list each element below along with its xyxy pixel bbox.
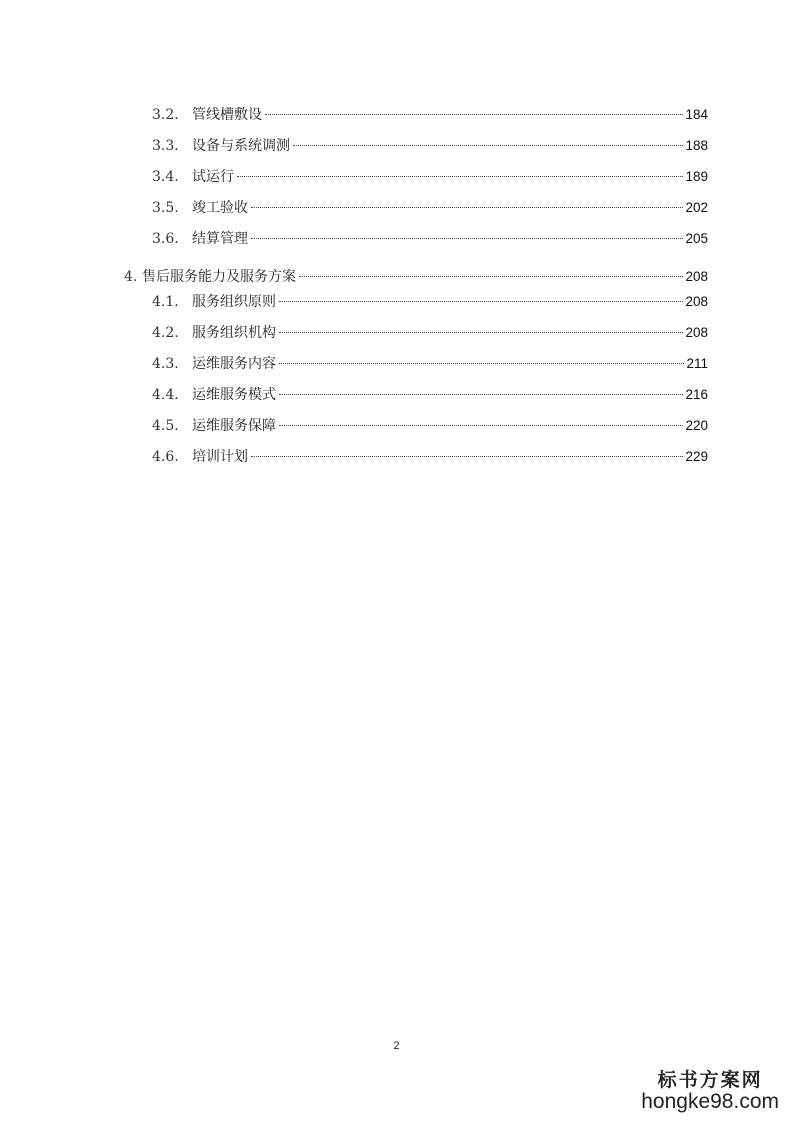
toc-entry-title: 服务组织原则 [192,294,276,310]
toc-entry-page: 184 [685,107,708,122]
dot-leader [265,113,683,115]
toc-entry-number: 3.4. [152,169,179,185]
toc-entry-title: 结算管理 [192,231,248,247]
toc-entry-page: 229 [685,449,708,464]
toc-entry-title: 运维服务内容 [192,356,276,372]
page-number: 2 [393,1040,400,1052]
toc-chapter-entry[interactable] [124,266,708,288]
toc-entry[interactable] [152,384,708,406]
toc-entry-title: 运维服务保障 [192,418,276,434]
toc-entry-number: 4.1. [152,294,179,310]
toc-entry-page: 189 [685,169,708,184]
dot-leader [251,237,683,239]
toc-entry-page: 188 [685,138,708,153]
watermark-chinese-text: 标书方案网 [657,1069,763,1091]
watermark-logo [641,1065,779,1114]
watermark-url-text: hongke98.com [641,1090,779,1113]
toc-entry[interactable] [152,166,708,188]
dot-leader [293,144,683,146]
toc-entry-page: 202 [685,200,708,215]
toc-entry-number: 4.4. [152,387,179,403]
toc-entry-page: 211 [686,356,708,371]
toc-entry-page: 208 [685,294,708,309]
toc-entry-number: 4.5. [152,418,179,434]
toc-entry-title: 培训计划 [192,449,248,465]
toc-entry[interactable] [152,228,708,250]
toc-entry-page: 205 [685,231,708,246]
toc-entry-title: 竣工验收 [192,200,248,216]
dot-leader [279,424,683,426]
toc-entry-number: 3.2. [152,107,179,123]
dot-leader [299,275,683,277]
dot-leader [279,362,684,364]
toc-entry[interactable] [152,446,708,468]
dot-leader [279,393,683,395]
toc-entry[interactable] [152,104,708,126]
toc-entry-number: 4.2. [152,325,179,341]
toc-entry[interactable] [152,197,708,219]
toc-entry-number: 4.6. [152,449,179,465]
toc-entry[interactable] [152,322,708,344]
toc-entry-number: 3.6. [152,231,179,247]
toc-entry-page: 220 [685,418,708,433]
toc-entry-page: 208 [685,269,708,284]
toc-entry-number: 3.5. [152,200,179,216]
toc-entry[interactable] [152,415,708,437]
toc-entry[interactable] [152,353,708,375]
toc-entry-page: 216 [685,387,708,402]
toc-entry-number: 4.3. [152,356,179,372]
toc-entry[interactable] [152,135,708,157]
toc-entry-number: 3.3. [152,138,179,154]
dot-leader [279,300,683,302]
toc-entry-page: 208 [685,325,708,340]
dot-leader [251,206,683,208]
toc-entry-title: 设备与系统调测 [192,138,290,154]
dot-leader [279,331,683,333]
dot-leader [251,455,683,457]
toc-entry-number: 4. [124,269,138,285]
toc-entry-title: 售后服务能力及服务方案 [142,269,296,285]
toc-entry-title: 运维服务模式 [192,387,276,403]
toc-entry-title: 管线槽敷设 [192,107,262,123]
dot-leader [237,175,683,177]
toc-entry[interactable] [152,291,708,313]
toc-entry-title: 试运行 [192,169,234,185]
toc-entry-title: 服务组织机构 [192,325,276,341]
